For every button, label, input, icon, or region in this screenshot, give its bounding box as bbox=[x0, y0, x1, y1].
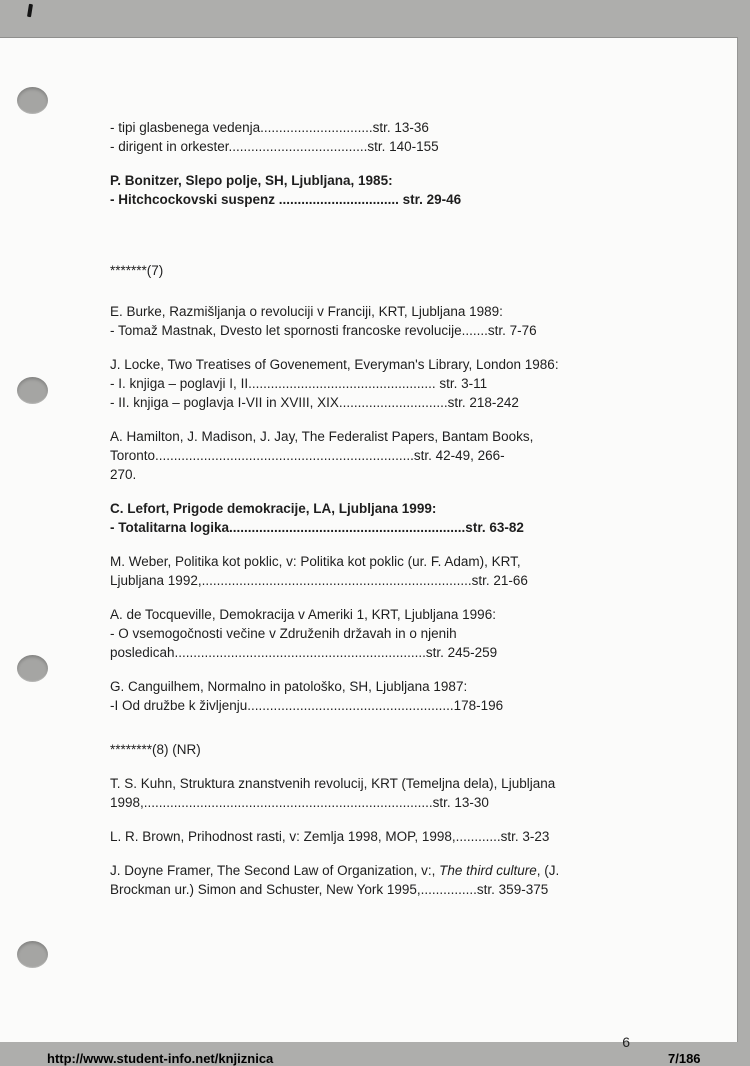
section-marker bbox=[110, 740, 662, 759]
bibliography-line: A. de Tocqueville, Demokracija v Ameriki 1, KRT, Ljubljana 1996: bbox=[110, 607, 496, 622]
line-segment: J. Doyne Framer, The Second Law of Organization, v:, bbox=[110, 863, 440, 878]
bibliography-line: E. Burke, Razmišljanja o revoluciji v Franciji, KRT, Ljubljana 1989: bbox=[110, 304, 503, 319]
scan-corner-mark bbox=[27, 4, 33, 17]
bibliography-line: 270. bbox=[110, 467, 137, 482]
punch-hole bbox=[17, 87, 48, 114]
section-marker bbox=[110, 261, 662, 280]
bibliography-line bbox=[110, 861, 662, 880]
bibliography-entry bbox=[110, 302, 662, 340]
bibliography-entry bbox=[110, 774, 662, 812]
bibliography-line: G. Canguilhem, Normalno in patološko, SH, Ljubljana 1987: bbox=[110, 679, 468, 694]
bibliography-line: - Hitchcockovski suspenz ................................ str. 29-46 bbox=[110, 192, 462, 207]
bibliography-line: M. Weber, Politika kot poklic, v: Politika kot poklic (ur. F. Adam), KRT, bbox=[110, 554, 521, 569]
italic-book-title: The third culture bbox=[439, 863, 537, 878]
bibliography-line: - tipi glasbenega vedenja..............................str. 13-36 bbox=[110, 120, 429, 135]
bibliography-entry-bold bbox=[110, 171, 662, 209]
bibliography-line: - dirigent in orkester.....................................str. 140-155 bbox=[110, 139, 439, 154]
bibliography-line: A. Hamilton, J. Madison, J. Jay, The Federalist Papers, Bantam Books, bbox=[110, 429, 534, 444]
line-segment: , (J. bbox=[536, 863, 560, 878]
document-page bbox=[0, 37, 738, 1066]
bibliography-entry bbox=[110, 427, 662, 484]
bibliography-entry bbox=[110, 605, 662, 662]
bibliography-line: J. Locke, Two Treatises of Govenement, Everyman's Library, London 1986: bbox=[110, 357, 559, 372]
bibliography-line: Ljubljana 1992,........................................................................str. 21-66 bbox=[110, 573, 528, 588]
bibliography-entry bbox=[110, 861, 662, 899]
bibliography-entry-bold bbox=[110, 499, 662, 537]
footer-url: http://www.student-info.net/knjiznica bbox=[47, 1051, 274, 1066]
bibliography-line: posledicah...................................................................str. 245-259 bbox=[110, 645, 498, 660]
bibliography-line: - Tomaž Mastnak, Dvesto let spornosti francoske revolucije.......str. 7-76 bbox=[110, 323, 537, 338]
bibliography-line: - I. knjiga – poglavji I, II.................................................. str. 3-11 bbox=[110, 376, 488, 391]
page-number: 6 bbox=[622, 1034, 630, 1050]
bibliography-line: - II. knjiga – poglavja I-VII in XVIII, XIX.............................str. 218-242 bbox=[110, 395, 519, 410]
footer-ref: 7/186 bbox=[668, 1051, 701, 1066]
bibliography-entry bbox=[110, 677, 662, 715]
bibliography-line: Toronto.....................................................................str. 42-49, 266- bbox=[110, 448, 505, 463]
section-marker-line: *******(7) bbox=[110, 263, 164, 278]
bibliography-line: - Totalitarna logika...............................................................str. 63-82 bbox=[110, 520, 524, 535]
bibliography-line: P. Bonitzer, Slepo polje, SH, Ljubljana, 1985: bbox=[110, 173, 393, 188]
punch-hole bbox=[17, 655, 48, 682]
punch-hole bbox=[17, 377, 48, 404]
bibliography-entry bbox=[110, 355, 662, 412]
bibliography-entry bbox=[110, 827, 662, 846]
bibliography-content bbox=[110, 118, 662, 914]
bibliography-line: T. S. Kuhn, Struktura znanstvenih revolucij, KRT (Temeljna dela), Ljubljana bbox=[110, 776, 556, 791]
bibliography-line: 1998,.............................................................................str. 13-30 bbox=[110, 795, 489, 810]
bibliography-entry bbox=[110, 552, 662, 590]
bibliography-line: Brockman ur.) Simon and Schuster, New York 1995,...............str. 359-375 bbox=[110, 882, 549, 897]
bibliography-line: L. R. Brown, Prihodnost rasti, v: Zemlja 1998, MOP, 1998,............str. 3-23 bbox=[110, 829, 550, 844]
bibliography-line: C. Lefort, Prigode demokracije, LA, Ljubljana 1999: bbox=[110, 501, 437, 516]
bibliography-entry bbox=[110, 118, 662, 156]
bibliography-line: - O vsemogočnosti večine v Združenih državah in o njenih bbox=[110, 626, 457, 641]
bibliography-line: -I Od družbe k življenju.......................................................178-196 bbox=[110, 698, 504, 713]
punch-hole bbox=[17, 941, 48, 968]
section-marker-line: ********(8) (NR) bbox=[110, 742, 201, 757]
